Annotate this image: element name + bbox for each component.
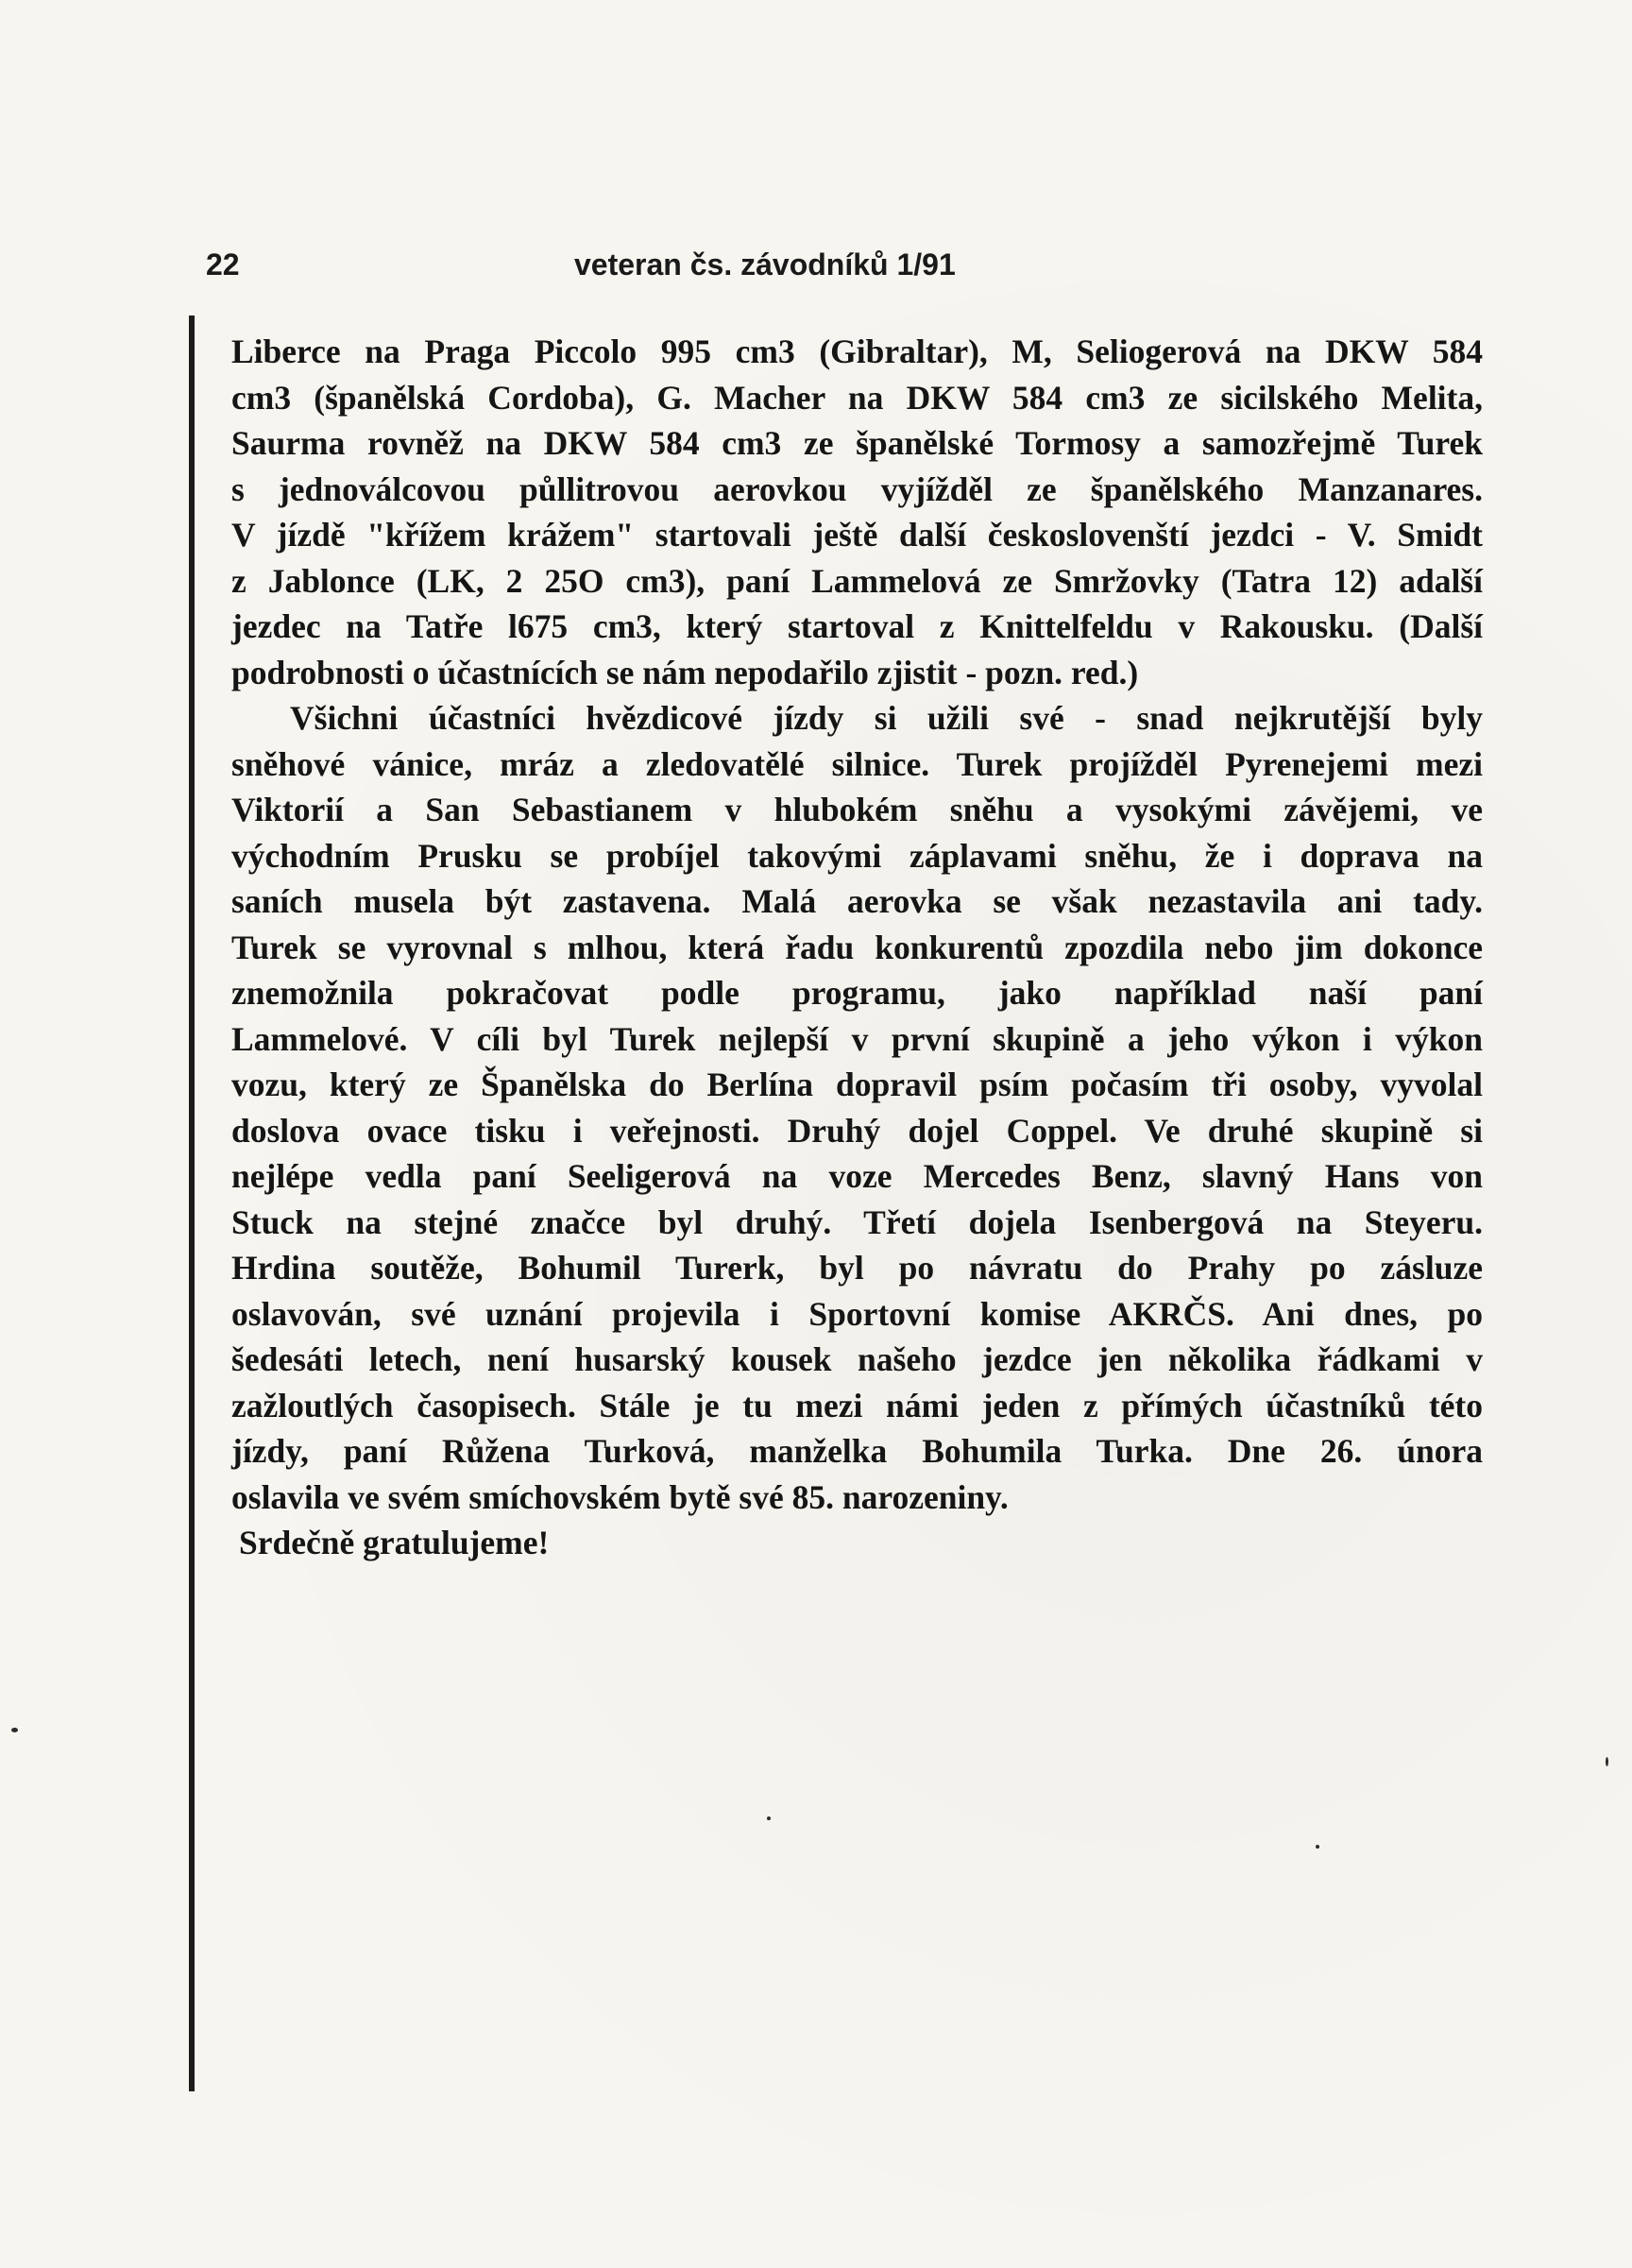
text-line: nejlépe vedla paní Seeligerová na voze Mercedes Benz, slavný Hans von bbox=[231, 1157, 1483, 1195]
text-line: cm3 (španělská Cordoba), G. Macher na DKW 584 cm3 ze sicilského Melita, bbox=[231, 378, 1483, 417]
print-speck bbox=[11, 1728, 18, 1732]
text-line: Všichni účastníci hvězdicové jízdy si užili své - snad nejkrutější byly bbox=[290, 699, 1483, 737]
text-line: Viktorií a San Sebastianem v hlubokém sněhu a vysokými závějemi, ve bbox=[231, 791, 1483, 828]
text-line: vozu, který ze Španělska do Berlína dopravil psím počasím tři osoby, vyvolal bbox=[231, 1066, 1483, 1103]
page-header bbox=[206, 247, 1113, 291]
text-line: z Jablonce (LK, 2 25O cm3), paní Lammelová ze Smržovky (Tatra 12) adalší bbox=[231, 561, 1483, 600]
text-line: Hrdina soutěže, Bohumil Turerk, byl po návratu do Prahy po zásluze bbox=[231, 1249, 1483, 1287]
text-line: východním Prusku se probíjel takovými záplavami sněhu, že i doprava na bbox=[231, 836, 1483, 875]
text-line: Turek se vyrovnal s mlhou, která řadu konkurentů zpozdila nebo jim dokonce bbox=[231, 928, 1483, 966]
text-line: V jízdě "křížem krážem" startovali ještě další českoslovenští jezdci - V. Smidt bbox=[231, 516, 1483, 554]
text-line: jezdec na Tatře l675 cm3, který startoval z Knittelfeldu v Rakousku. (Další bbox=[231, 607, 1483, 645]
text-line: sněhové vánice, mráz a zledovatělé silnice. Turek projížděl Pyrenejemi mezi bbox=[231, 744, 1483, 783]
print-speck bbox=[1316, 1845, 1319, 1849]
print-speck bbox=[1606, 1757, 1608, 1766]
text-line: oslavila ve svém smíchovském bytě své 85. narozeniny. bbox=[231, 1477, 1009, 1516]
page-number: 22 bbox=[206, 247, 240, 281]
text-line: saních musela být zastavena. Malá aerovka se však nezastavila ani tady. bbox=[231, 882, 1483, 920]
text-line: Liberce na Praga Piccolo 995 cm3 (Gibraltar), M, Seliogerová na DKW 584 bbox=[231, 333, 1483, 370]
text-line: s jednoválcovou půllitrovou aerovkou vyjížděl ze španělského Manzanares. bbox=[231, 469, 1483, 508]
running-title: veteran čs. závodníků 1/91 bbox=[574, 247, 956, 281]
closing-line: Srdečně gratulujeme! bbox=[239, 1524, 550, 1561]
text-line: oslavován, své uznání projevila i Sportovní komise AKRČS. Ani dnes, po bbox=[231, 1294, 1483, 1333]
text-line: znemožnila pokračovat podle programu, jako například naší paní bbox=[231, 974, 1483, 1012]
print-speck bbox=[767, 1816, 771, 1820]
text-line: doslova ovace tisku i veřejnosti. Druhý dojel Coppel. Ve druhé skupině si bbox=[231, 1111, 1483, 1150]
margin-rule bbox=[189, 315, 195, 2091]
text-line: podrobnosti o účastnících se nám nepodařilo zjistit - pozn. red.) bbox=[231, 653, 1139, 691]
text-line: Lammelové. V cíli byl Turek nejlepší v první skupině a jeho výkon i výkon bbox=[231, 1019, 1483, 1058]
text-line: šedesáti letech, není husarský kousek našeho jezdce jen několika řádkami v bbox=[231, 1340, 1483, 1378]
article-body bbox=[231, 329, 1483, 1566]
text-line: Stuck na stejné značce byl druhý. Třetí dojela Isenbergová na Steyeru. bbox=[231, 1202, 1483, 1241]
text-line: jízdy, paní Růžena Turková, manželka Bohumila Turka. Dne 26. února bbox=[231, 1432, 1483, 1470]
text-line: zažloutlých časopisech. Stále je tu mezi námi jeden z přímých účastníků této bbox=[231, 1386, 1483, 1424]
text-line: Saurma rovněž na DKW 584 cm3 ze španělské Tormosy a samozřejmě Turek bbox=[231, 424, 1483, 462]
